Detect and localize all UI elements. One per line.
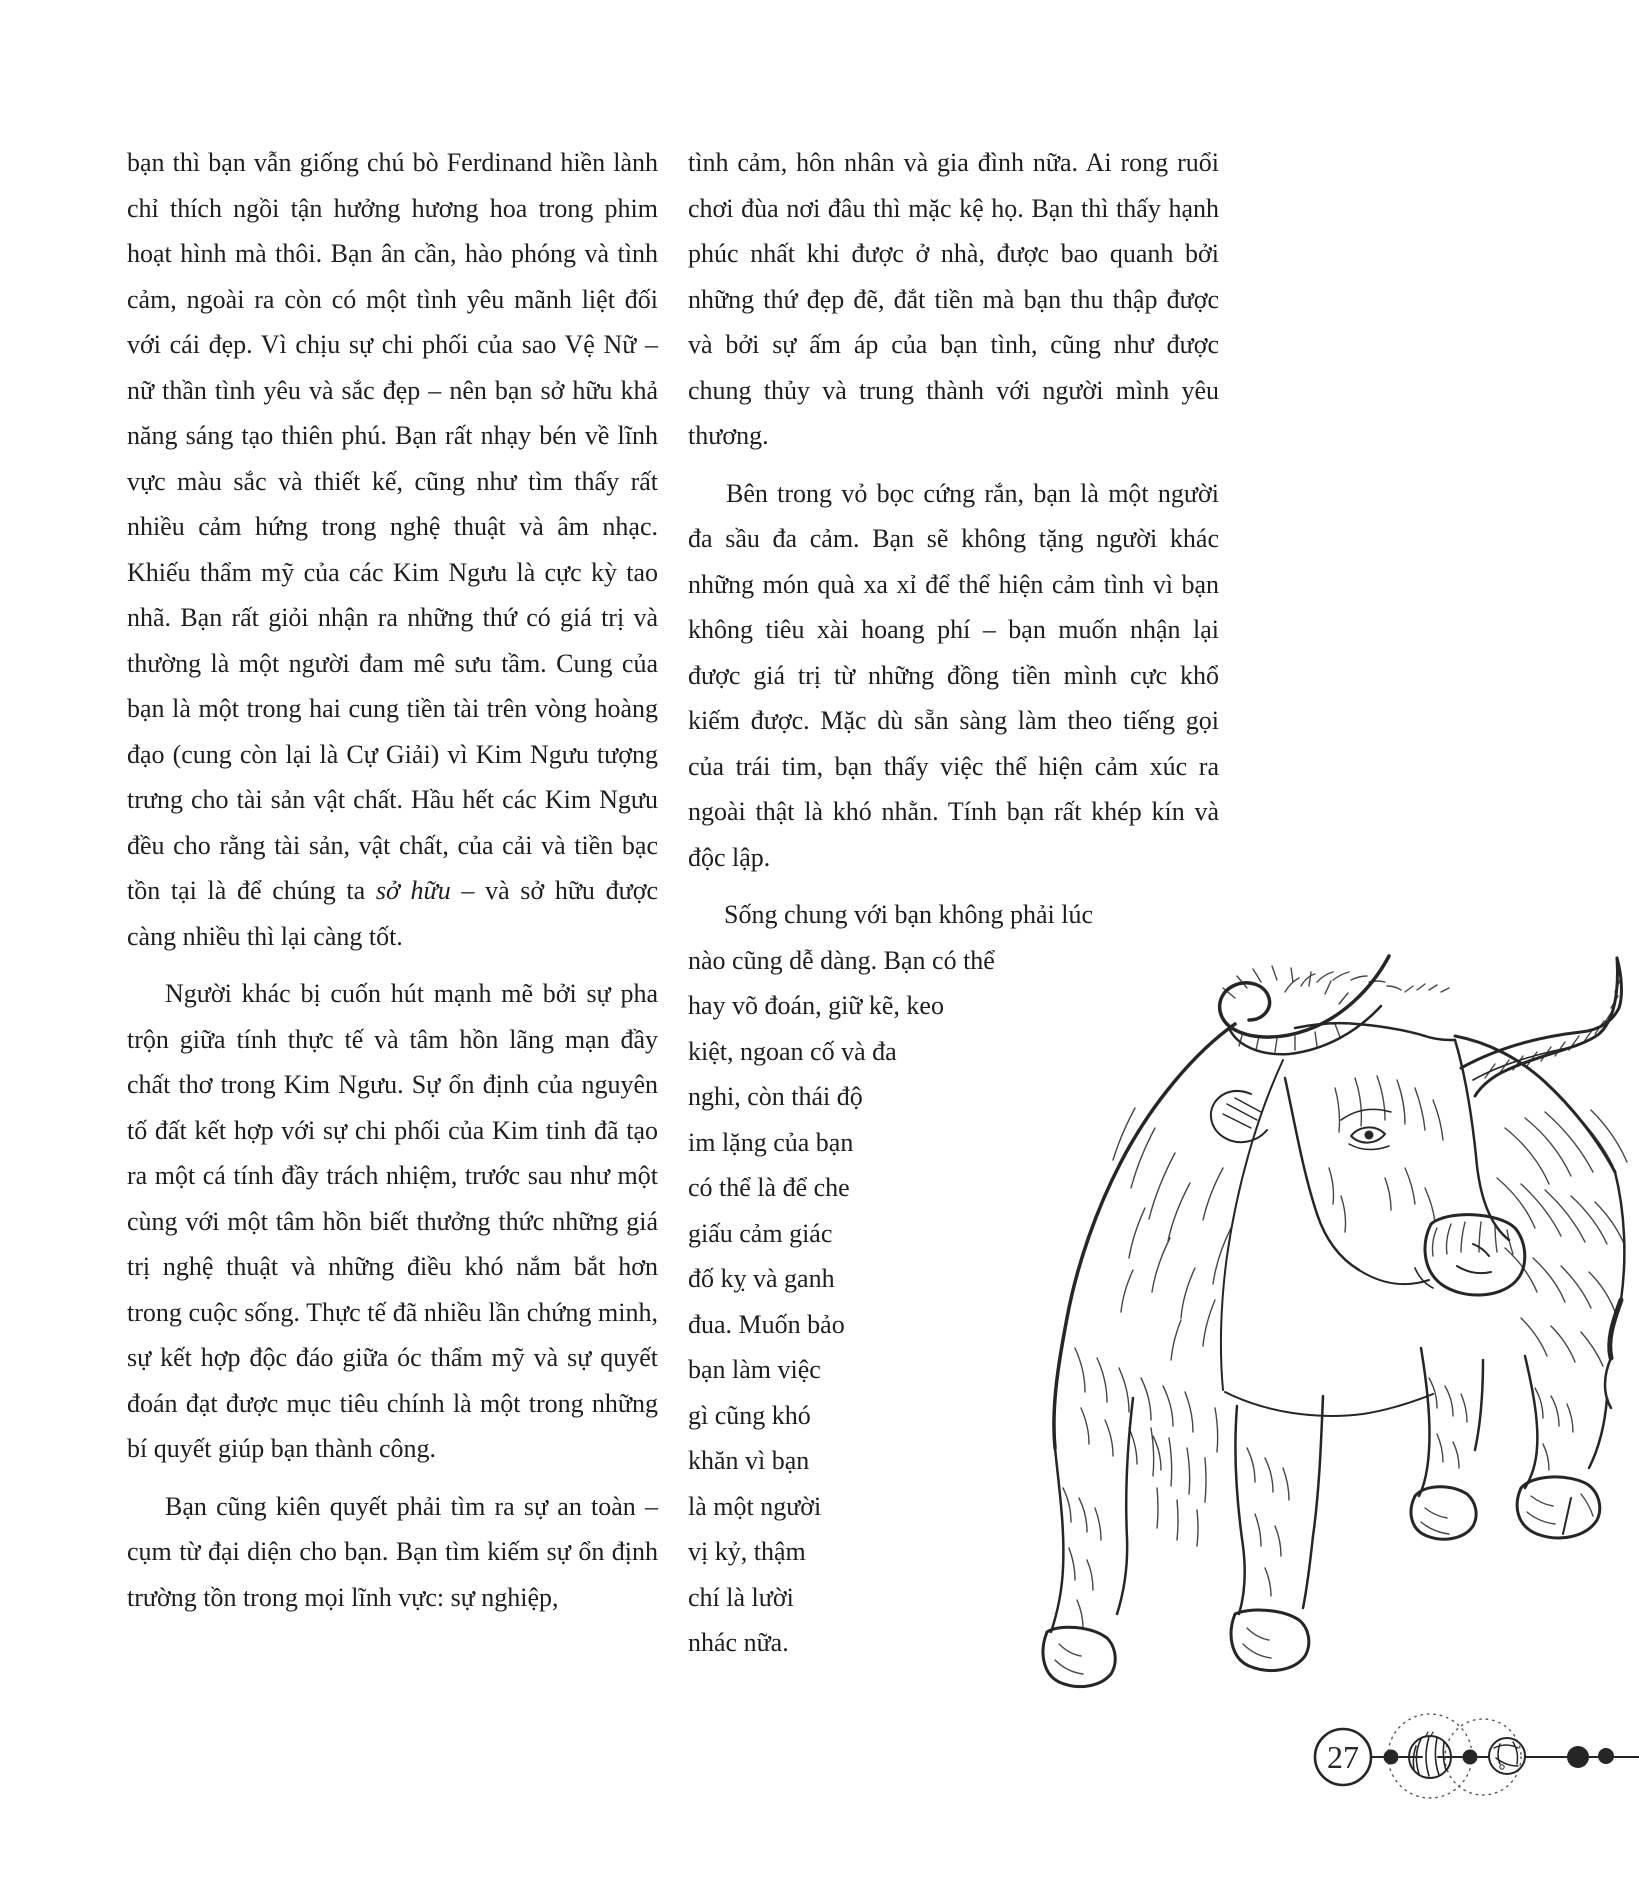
text-line: giấu cảm giác	[688, 1218, 833, 1248]
text-line: có thể là để che	[688, 1173, 850, 1202]
left-column	[127, 140, 658, 1620]
bull-body	[1054, 1024, 1624, 1448]
text-line: gì cũng khó	[688, 1400, 811, 1430]
text-line: chí là lười	[688, 1582, 794, 1612]
planet-icon	[1489, 1738, 1525, 1774]
bull-horns	[1220, 956, 1622, 1096]
paragraph	[127, 140, 658, 959]
text-line: bạn làm việc	[688, 1355, 821, 1384]
text-line: im lặng của bạn	[688, 1127, 854, 1157]
text-line: nghi, còn thái độ	[688, 1082, 863, 1111]
page-footer	[1280, 1710, 1639, 1805]
taurus-bull-sketch-icon	[985, 928, 1639, 1740]
paragraph: Bên trong vỏ bọc cứng rắn, bạn là một người đa sầu đa cảm. Bạn sẽ không tặng người khác những món quà xa xỉ để thể hiện cảm tình vì bạn không tiêu xài hoang phí – bạn muốn nhận lại được giá trị từ những đồng tiền mình cực khổ kiếm được. Mặc dù sẵn sàng làm theo tiếng gọi của trái tim, bạn thấy việc thể hiện cảm xúc ra ngoài thật là khó nhằn. Tính bạn rất khép kín và độc lập.	[688, 478, 1219, 872]
planet-icon	[1409, 1732, 1451, 1778]
text-line: nào cũng dễ dàng. Bạn có thể	[688, 945, 995, 975]
bull-hatching	[1055, 966, 1627, 1674]
paragraph: Người khác bị cuốn hút mạnh mẽ bởi sự pha trộn giữa tính thực tế và tâm hồn lãng mạn đầy chất thơ trong Kim Ngưu. Sự ổn định của nguyên tố đất kết hợp với sự chi phối của Kim tinh đã tạo ra một cá tính đầy trách nhiệm, trước sau như một cùng với một tâm hồn biết thưởng thức những giá trị nghệ thuật và những điều khó nắm bắt hơn trong cuộc sống. Thực tế đã nhiều lần chứng minh, sự kết hợp độc đáo giữa óc thẩm mỹ và sự quyết đoán đạt được mục tiêu chính là một trong những bí quyết giúp bạn thành công.	[127, 979, 658, 1463]
text-line: kiệt, ngoan cố và đa	[688, 1036, 897, 1066]
paragraph-text: – và sở hữu được càng nhiều thì lại càng tốt.	[127, 876, 658, 951]
text-line: vị kỷ, thậm	[688, 1537, 806, 1566]
text-line: Sống chung với bạn không phải lúc	[724, 900, 1094, 929]
bull-head	[1211, 1023, 1525, 1295]
paragraph: Bạn cũng kiên quyết phải tìm ra sự an toàn – cụm từ đại diện cho bạn. Bạn tìm kiếm sự ổn định trường tồn trong mọi lĩnh vực: sự nghiệp,	[127, 1491, 658, 1612]
text-line: nhác nữa.	[688, 1628, 789, 1657]
paragraph: tình cảm, hôn nhân và gia đình nữa. Ai rong ruổi chơi đùa nơi đâu thì mặc kệ họ. Bạn thì thấy hạnh phúc nhất khi được ở nhà, được bao quanh bởi những thứ đẹp đẽ, đắt tiền mà bạn thu thập được và bởi sự ấm áp của bạn tình, cũng như được chung thủy và trung thành với người mình yêu thương.	[688, 148, 1219, 450]
text-line: hay võ đoán, giữ kẽ, keo	[688, 991, 944, 1020]
italic-phrase: sở hữu	[375, 876, 451, 905]
page-number-badge	[1315, 1729, 1371, 1785]
page-number: 27	[1327, 1739, 1359, 1775]
text-line: là một người	[688, 1491, 822, 1521]
paragraph-text: bạn thì bạn vẫn giống chú bò Ferdinand hiền lành chỉ thích ngồi tận hưởng hương hoa trong phim hoạt hình mà thôi. Bạn ân cần, hào phóng và tình cảm, ngoài ra còn có một tình yêu mãnh liệt đối với cái đẹp. Vì chịu sự chi phối của sao Vệ Nữ – nữ thần tình yêu và sắc đẹp – nên bạn sở hữu khả năng sáng tạo thiên phú. Bạn rất nhạy bén về lĩnh vực màu sắc và thiết kế, cũng như tìm thấy rất nhiều cảm hứng trong nghệ thuật và âm nhạc. Khiếu thẩm mỹ của các Kim Ngưu là cực kỳ tao nhã. Bạn rất giỏi nhận ra những thứ có giá trị và thường là một người đam mê sưu tầm. Cung của bạn là một trong hai cung tiền tài trên vòng hoàng đạo (cung còn lại là Cự Giải) vì Kim Ngưu tượng trưng cho tài sản vật chất. Hầu hết các Kim Ngưu đều cho rằng tài sản, vật chất, của cải và tiền bạc tồn tại là để chúng ta	[127, 148, 658, 905]
text-line: đua. Muốn bảo	[688, 1309, 845, 1339]
text-line: khăn vì bạn	[688, 1446, 810, 1475]
text-line: đố kỵ và ganh	[688, 1264, 835, 1293]
